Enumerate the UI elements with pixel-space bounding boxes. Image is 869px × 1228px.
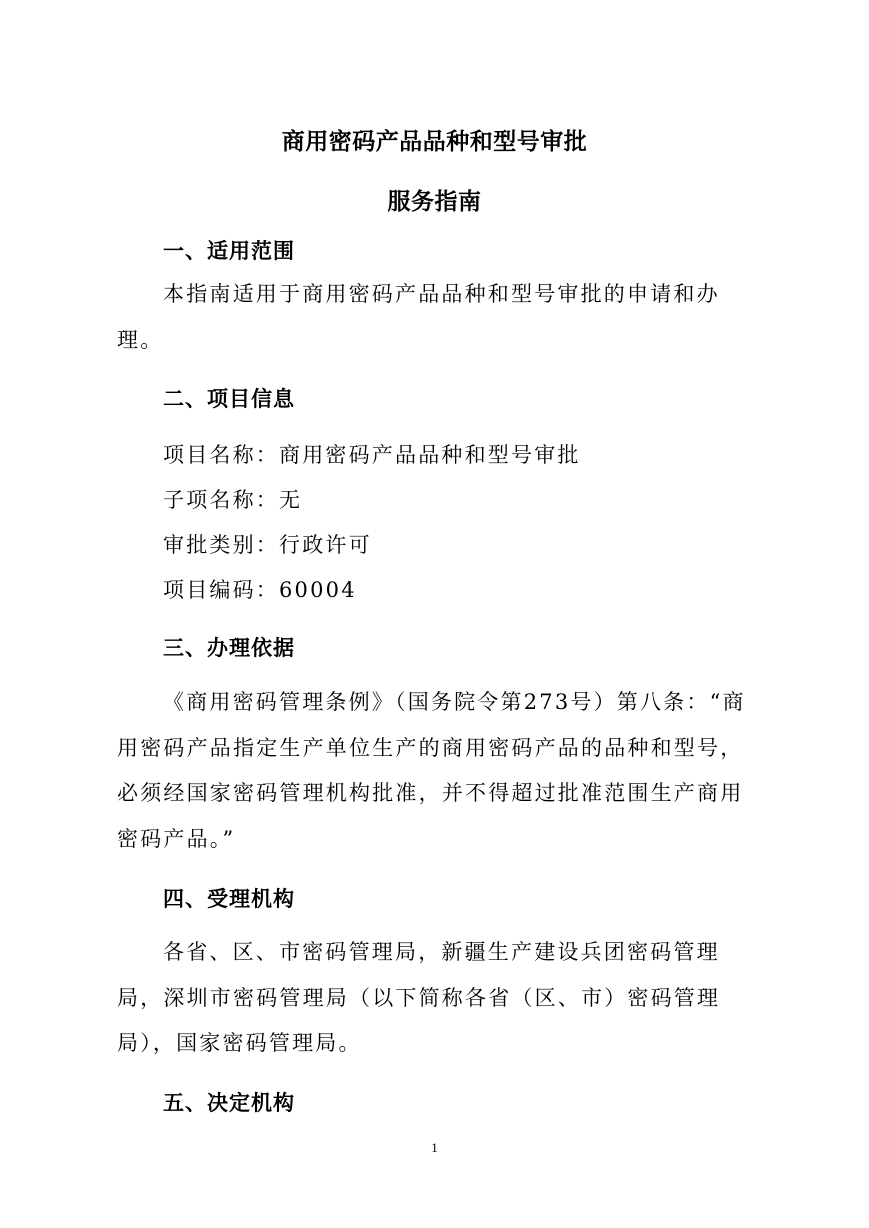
subitem-name-line: 子项名称：无 — [163, 488, 303, 512]
section-heading-scope: 一、适用范围 — [163, 239, 295, 263]
approval-category-line: 审批类别：行政许可 — [163, 533, 372, 557]
project-name-line: 项目名称：商用密码产品品种和型号审批 — [163, 443, 581, 467]
document-title: 商用密码产品品种和型号审批 — [281, 129, 588, 155]
section-paragraph-accepting-agency: 各省、区、市密码管理局，新疆生产建设兵团密码管理局，深圳市密码管理局（以下简称各省（区、市）密码管理局），国家密码管理局。 — [117, 940, 721, 1055]
section-heading-legal-basis: 三、办理依据 — [163, 636, 295, 660]
section-heading-project-info: 二、项目信息 — [163, 387, 295, 411]
document-subtitle: 服务指南 — [387, 189, 482, 215]
page-number: 1 — [431, 1140, 438, 1155]
section-paragraph-legal-basis: 《商用密码管理条例》（国务院令第273号）第八条：“商用密码产品指定生产单位生产的商用密码产品的品种和型号，必须经国家密码管理机构批准，并不得超过批准范围生产商用密码产品。” — [117, 690, 746, 851]
project-code-line: 项目编码：60004 — [163, 578, 357, 602]
section-heading-deciding-agency: 五、决定机构 — [163, 1091, 295, 1115]
section-paragraph-scope: 本指南适用于商用密码产品品种和型号审批的申请和办理。 — [117, 282, 720, 352]
section-heading-accepting-agency: 四、受理机构 — [163, 887, 295, 911]
